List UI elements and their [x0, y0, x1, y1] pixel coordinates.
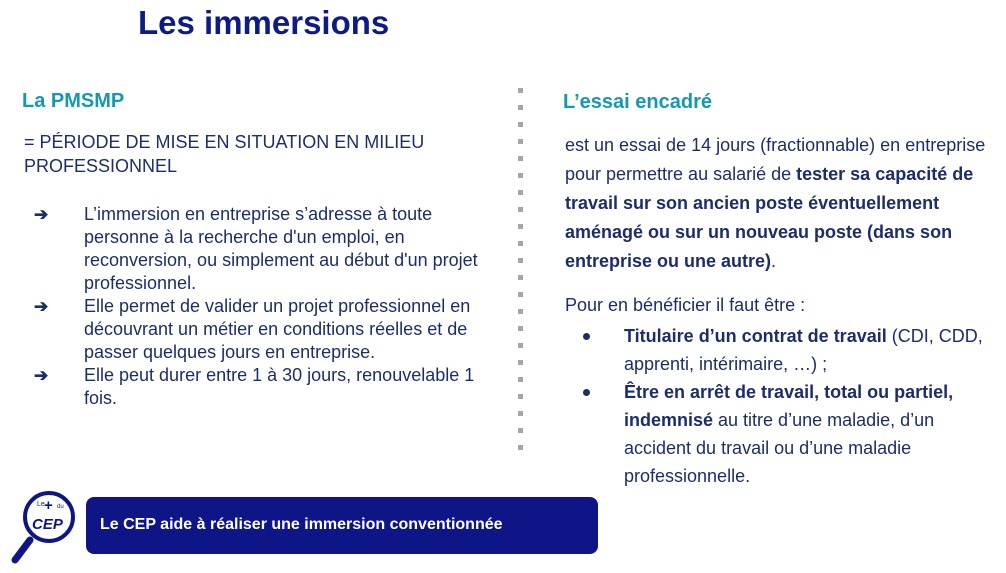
arrow-right-icon: ➔ — [34, 205, 49, 224]
essai-intro-text: est un essai de 14 jours (fractionnable) en entreprise pour permettre au salarié de — [565, 135, 986, 184]
logo-plus-text: + — [44, 497, 53, 514]
list-item-text: Elle permet de valider un projet professionnel en découvrant un métier en conditions réelles et de passer quelques jours en entreprise. — [84, 296, 471, 362]
list-item-text: au titre d’une maladie, d’un accident du travail ou d’une maladie professionnelle. — [624, 410, 935, 486]
cep-banner-text: Le CEP aide à réaliser une immersion conventionnée — [100, 516, 503, 533]
bullet-dot-icon — [583, 333, 590, 340]
list-item-text: L’immersion en entreprise s’adresse à toute personne à la recherche d'un emploi, en reconversion, ou simplement au début d'un projet professionnel. — [84, 204, 478, 293]
list-item — [34, 295, 484, 364]
list-item-bold: Titulaire d’un contrat de travail — [624, 326, 887, 346]
logo-le-text: Le — [37, 501, 45, 508]
arrow-right-icon: ➔ — [34, 366, 49, 385]
page-title: Les immersions — [138, 4, 390, 41]
pmsmp-definition: = PÉRIODE DE MISE EN SITUATION EN MILIEU PROFESSIONNEL — [24, 132, 425, 176]
pmsmp-list — [34, 203, 484, 410]
list-item-text: Elle peut durer entre 1 à 30 jours, renouvelable 1 fois. — [84, 365, 475, 408]
eligibility-list — [583, 322, 983, 490]
list-item-bold: Être en arrêt de travail, total ou partiel, indemnisé — [624, 382, 954, 430]
arrow-right-icon: ➔ — [34, 297, 49, 316]
cep-banner — [86, 497, 598, 554]
column-divider — [518, 88, 524, 460]
essai-intro-end: . — [771, 251, 777, 271]
pmsmp-heading: La PMSMP — [22, 90, 125, 112]
essai-intro-bold: tester sa capacité de travail sur son ancien poste éventuellement aménagé ou sur un nouveau poste (dans son entreprise ou une autre) — [565, 164, 974, 271]
list-item — [583, 322, 983, 378]
bullet-dot-icon — [583, 389, 590, 396]
essai-heading: L’essai encadré — [563, 91, 712, 113]
essai-description — [565, 131, 1005, 276]
logo-du-text: du — [57, 504, 64, 510]
list-item — [34, 364, 484, 410]
logo-cep-text: CEP — [32, 516, 63, 533]
list-item — [583, 378, 983, 490]
list-item — [34, 203, 484, 295]
list-item-text: (CDI, CDD, apprenti, intérimaire, …) ; — [624, 326, 983, 374]
eligibility-lead: Pour en bénéficier il faut être : — [565, 295, 806, 315]
cep-magnifier-logo-icon — [10, 488, 80, 566]
